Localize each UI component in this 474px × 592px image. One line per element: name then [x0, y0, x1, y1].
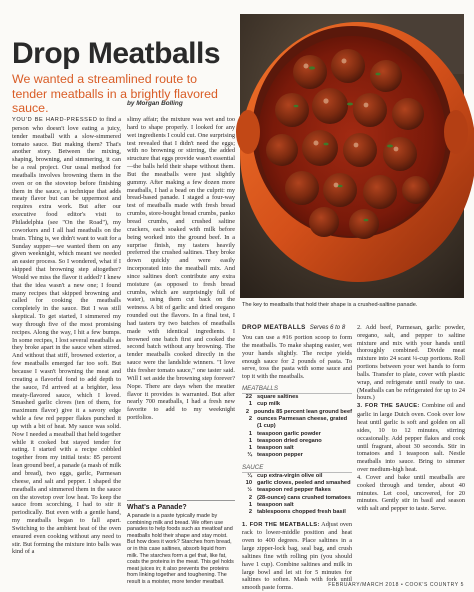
- ingredient-row: [242, 473, 352, 480]
- recipe-serves: Serves 6 to 8: [309, 325, 346, 331]
- meatball-ingredients: [242, 394, 352, 460]
- ingredient-name: tablespoons chopped fresh basil: [257, 509, 346, 516]
- ingredient-row: [242, 445, 352, 452]
- ingredient-quantity: ¼: [247, 472, 252, 479]
- meatballs-photo: [240, 14, 464, 298]
- photo-caption: The key to meatballs that hold their shape is a crushed-saltine panade.: [242, 302, 418, 308]
- ingredient-quantity: ½: [247, 487, 252, 494]
- lead-in: YOU'D BE HARD-PRESSED: [12, 117, 98, 123]
- step-1-continued: [357, 316, 465, 324]
- step-1-label: 1. FOR THE MEATBALLS:: [242, 521, 320, 528]
- ingredient-name: (1 cup): [257, 423, 276, 430]
- ingredient-name: (28-ounce) cans crushed tomatoes: [257, 494, 351, 501]
- ingredient-quantity: 2: [245, 408, 250, 415]
- recipe-title: DROP MEATBALLS: [242, 324, 306, 331]
- meatballs-heading: MEATBALLS: [242, 385, 352, 394]
- ingredient-row: [242, 416, 352, 423]
- ingredient-name: teaspoon dried oregano: [257, 437, 322, 444]
- column-1-text: to find a person who doesn't love eating a juicy, tender meatball with a slow-simmered tomato sauce. But making them? That's another story. Between the mixing, shaping, browning, and simmering, it can be a real project. Our usual method for meatballs involves browning them in the oven or on the stovetop before finishing them in the sauce, a technique that adds meaty flavor but can be uppermost and requires extra work. But after our executive food editor's visit to Philadelphia (see "On the Road"), my coworkers and I all had meatballs on the brain. Thing is, we didn't want to wait for a Sunday supper—we wanted them on any given weeknight, which meant we needed an easier process. So I wondered, what if I skipped that browning step altogether? Would we miss the flavor it added? I knew that the idea wasn't a new one; I found many recipes that skipped browning and called for cooking the meatballs completely in the sauce. But I was still skeptical. To get started, I simmered my way through five of the most promising recipes. Along the way, I hit a few bumps. In some recipes, I lost several meatballs as they broke apart in the sauce when stirred. And without that stiff, browned exterior, a few meatballs emerged far too soft. But because I wasn't browning the meat and creating a flavorful fond to add depth to the sauce, I'd arrived at a brighter, less meaty-flavored sauce, which I loved. Smashed garlic cloves (ten of them, for maximum flavor) give it a savory edge while a few red pepper flakes punched it up with a bit of heat. My sauce was solid. Now I needed a meatball that held together while it cooked but stayed tender for eating. I started with a recipe cobbled together from my initial tests: 85 percent lean ground beef, a panade (a mash of milk and bread), two eggs, garlic, Parmesan cheese, and salt and pepper. I shaped the meatballs and simmered them in the sauce on the stovetop over low heat. To keep the sauce from scorching, I had to stir it periodically. But even with a gentle hand, my meatballs began to fall apart. Switching to the ambient heat of the oven ensured even cooking without any need to stir. But forming the mixture into balls was kind of a: [12, 116, 121, 556]
- article-subtitle: We wanted a streamlined route to tender meatballs in a brightly flavored sauce.: [12, 72, 218, 115]
- ingredient-name: cup extra-virgin olive oil: [257, 472, 323, 479]
- byline: by Morgan Bolling: [127, 100, 183, 107]
- ingredient-row: [242, 495, 352, 502]
- ingredient-row: [242, 394, 352, 401]
- ingredient-name: teaspoon pepper: [257, 452, 303, 459]
- ingredient-name: ounces Parmesan cheese, grated: [257, 415, 348, 422]
- ingredient-name: teaspoon garlic powder: [257, 430, 321, 437]
- recipe-intro: You can use a #16 portion scoop to form the meatballs. To make shaping easier, wet your hands slightly. The recipe yields enough sauce for 2 pounds of pasta. To serve, toss the pasta with some sauce and top it with the meatballs.: [242, 334, 352, 381]
- ingredient-name: teaspoon salt: [257, 445, 294, 452]
- ingredient-quantity: 2: [248, 494, 252, 501]
- ingredient-quantity: 1: [248, 430, 252, 437]
- ingredient-row: [242, 409, 352, 416]
- ingredient-quantity: 2: [248, 415, 252, 422]
- ingredient-quantity: ¾: [247, 452, 252, 459]
- ingredient-name: cup milk: [257, 401, 281, 408]
- ingredient-quantity: 1: [248, 401, 252, 408]
- ingredient-row: [242, 431, 352, 438]
- page-footer: FEBRUARY/MARCH 2018 • COOK'S COUNTRY 5: [328, 582, 464, 588]
- ingredient-row: [242, 487, 352, 494]
- ingredient-name: teaspoon salt: [257, 501, 294, 508]
- step-3-label: 3. FOR THE SAUCE:: [357, 403, 420, 410]
- sidebar-title: What's a Panade?: [127, 504, 187, 511]
- ingredient-name: pounds 85 percent lean ground beef: [254, 408, 352, 415]
- ingredient-quantity: 10: [245, 480, 252, 487]
- sidebar-text: A panade is a paste typically made by combining milk and bread. We often use panades to help foods such as meatloaf and meatballs hold their shape and stay moist. But how does it work? Starches from bread, or in this case saltines, absorb liquid from milk. The starches form a gel that, like fat, coats the proteins in the meat. This gel holds meat juices in; it also prevents the proteins from linking together and toughening. The result is a moister, more tender meatball.: [127, 513, 234, 585]
- panade-sidebar: [127, 500, 235, 585]
- step-3-text: Combine oil and garlic in large Dutch oven. Cook over low heat until garlic is soft and golden on all sides, 10 to 12 minutes, stirring occasionally. Add pepper flakes and cook until fragrant, about 30 seconds. Stir in tomatoes and 1 teaspoon salt. Nestle meatballs into sauce. Bring to simmer over medium-high heat.: [357, 402, 465, 474]
- sauce-heading: SAUCE: [242, 464, 352, 473]
- ingredient-row: [242, 480, 352, 487]
- recipe-column-1: [242, 316, 352, 592]
- ingredient-quantity: [242, 423, 252, 430]
- ingredient-row: [242, 401, 352, 408]
- ingredient-quantity: 22: [245, 394, 252, 401]
- ingredient-row: [242, 423, 352, 430]
- ingredient-name: teaspoon red pepper flakes: [257, 487, 331, 494]
- ingredient-quantity: 1: [248, 445, 252, 452]
- column-2-text: slimy affair; the mixture was wet and too hard to shape properly. I looked for any wet ingredients I could cut. One surprising test revealed that I didn't need the eggs; with no browning or stirring, the added structure that eggs provide wasn't essential—the balls held their shape without them. But the meatballs were just slightly gummy. After making a few dozen more meatballs, I had a bead on the culprit: my bread-based panade. I staged a four-way test of meatballs made with fresh bread crumbs, store-bought bread crumbs, panko bread crumbs, and crushed saltine crackers, each soaked with milk before being worked into the ground beef. In a surprise finish, my tasters heavily preferred the crushed saltines. They broke down quickly and were easily incorporated into the meatball mix. And since saltines don't contribute any extra moisture (as opposed to fresh bread crumbs, which are surprisingly full of water), using them cut back on the wetness. A bit of garlic and dried oregano rounded out the flavors. In a final test, I had tasters try two batches of meatballs made with identical ingredients. I browned one batch first and cooked the second batch without any browning. The tender meatballs cooked directly in the sauce were the landslide winners. "I love this fresher tomato sauce," one taster said. Will I set aside the browning step forever? Nope. There are days when the meatier flavor it provides is warranted. But after nearly 700 meatballs, I had a fresh new favorite to add to my weeknight portfolios.: [127, 116, 235, 422]
- step-3: [357, 402, 465, 474]
- article-column-1: [12, 116, 121, 578]
- ingredient-quantity: 2: [248, 509, 252, 516]
- recipe-column-2: [357, 316, 465, 580]
- step-4: 4. Cover and bake until meatballs are cooked through and tender, about 40 minutes. Let cool, uncovered, for 20 minutes. Gently stir in basil and season with salt and pepper to taste. Serve.: [357, 473, 465, 513]
- ingredient-row: [242, 509, 352, 516]
- article-title: Drop Meatballs: [12, 37, 221, 70]
- ingredient-row: [242, 502, 352, 509]
- ingredient-name: garlic cloves, peeled and smashed: [257, 480, 351, 487]
- ingredient-quantity: 1: [248, 437, 252, 444]
- ingredient-row: [242, 438, 352, 445]
- sauce-ingredients: [242, 473, 352, 517]
- ingredient-row: [242, 452, 352, 459]
- step-2: 2. Add beef, Parmesan, garlic powder, oregano, salt, and pepper to saltine mixture and mix with your hands until thoroughly combined. Divide meat mixture into 24 scant ¼-cup portions. Roll portions between your wet hands to form balls. Transfer to plate, cover with plastic wrap, and refrigerate until ready to use. (Meatballs can be refrigerated for up to 24 hours.): [357, 323, 465, 402]
- ingredient-quantity: 1: [248, 501, 252, 508]
- article-column-2: [127, 116, 235, 496]
- ingredient-name: square saltines: [257, 394, 299, 401]
- step-1-text: Adjust oven rack to lower-middle position and heat oven to 400 degrees. Place saltines in a large zipper-lock bag, seal bag, and crush saltines fine with rolling pin (you should have 1 cup). Combine saltines and milk in large bowl and let sit for 5 minutes for saltines to soften. Mash with fork until smooth paste forms.: [242, 520, 352, 592]
